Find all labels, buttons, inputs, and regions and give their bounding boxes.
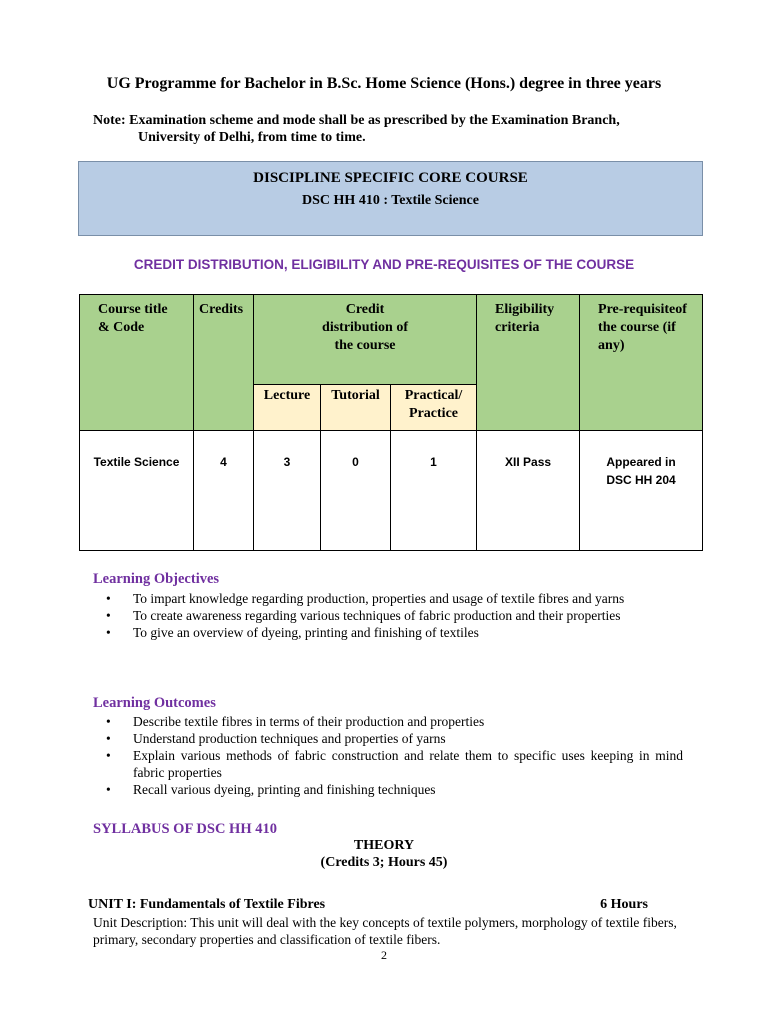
document-title: UG Programme for Bachelor in B.Sc. Home Science (Hons.) degree in three years xyxy=(106,75,662,92)
unit-1-description: Unit Description: This unit will deal with the key concepts of textile polymers, morphology of textile fibers, primary, secondary properties and classification of textile fibers. xyxy=(93,915,677,947)
cell-credits: 4 xyxy=(194,431,254,551)
list-item: • Understand production techniques and properties of yarns xyxy=(93,730,683,747)
cell-course-title: Textile Science xyxy=(80,431,194,551)
theory-heading: THEORY xyxy=(353,838,415,853)
header-course-title: Course title & Code xyxy=(80,295,194,431)
page-number: 2 xyxy=(381,948,387,962)
theory-credits-hours: (Credits 3; Hours 45) xyxy=(320,855,448,870)
list-item: • To give an overview of dyeing, printing and finishing of textiles xyxy=(93,624,683,641)
subheader-practical: Practical/ Practice xyxy=(391,385,477,431)
learning-objectives-heading: Learning Objectives xyxy=(93,571,220,587)
course-category: DISCIPLINE SPECIFIC CORE COURSE xyxy=(253,170,528,186)
cell-practical: 1 xyxy=(391,431,477,551)
course-title-box xyxy=(78,161,703,236)
cell-eligibility: XII Pass xyxy=(477,431,580,551)
list-item: • To create awareness regarding various techniques of fabric production and their properties xyxy=(93,607,683,624)
learning-outcomes-heading: Learning Outcomes xyxy=(93,695,216,711)
note-line-1: Note: Examination scheme and mode shall be as prescribed by the Examination Branch, xyxy=(93,113,620,128)
credit-distribution-table xyxy=(79,294,703,551)
unit-1-title-row xyxy=(88,897,648,913)
header-prerequisite: Pre-requisiteof the course (if any) xyxy=(580,295,703,431)
header-credits: Credits xyxy=(194,295,254,431)
subheader-tutorial: Tutorial xyxy=(321,385,391,431)
list-item: • Describe textile fibres in terms of their production and properties xyxy=(93,713,683,730)
unit-1-hours: 6 Hours xyxy=(600,897,648,912)
cell-prerequisite: Appeared in DSC HH 204 xyxy=(580,431,703,551)
unit-1-title: UNIT I: Fundamentals of Textile Fibres xyxy=(88,897,326,912)
cell-tutorial: 0 xyxy=(321,431,391,551)
note-line-2: University of Delhi, from time to time. xyxy=(138,130,366,145)
list-item: • Explain various methods of fabric construction and relate them to specific uses keeping in mind fabric properties xyxy=(93,747,683,781)
header-credit-distribution: Credit distribution of the course xyxy=(254,295,477,385)
cell-lecture: 3 xyxy=(254,431,321,551)
subheader-lecture: Lecture xyxy=(254,385,321,431)
list-item: • Recall various dyeing, printing and finishing techniques xyxy=(93,781,683,798)
credit-distribution-heading: CREDIT DISTRIBUTION, ELIGIBILITY AND PRE-REQUISITES OF THE COURSE xyxy=(133,257,635,272)
learning-objectives-list xyxy=(93,590,683,641)
learning-outcomes-list xyxy=(93,713,683,798)
header-eligibility: Eligibility criteria xyxy=(477,295,580,431)
list-item: • To impart knowledge regarding production, properties and usage of textile fibres and yarns xyxy=(93,590,683,607)
exam-note xyxy=(93,112,620,146)
course-code-title: DSC HH 410 : Textile Science xyxy=(302,193,479,208)
syllabus-heading: SYLLABUS OF DSC HH 410 xyxy=(93,821,277,837)
